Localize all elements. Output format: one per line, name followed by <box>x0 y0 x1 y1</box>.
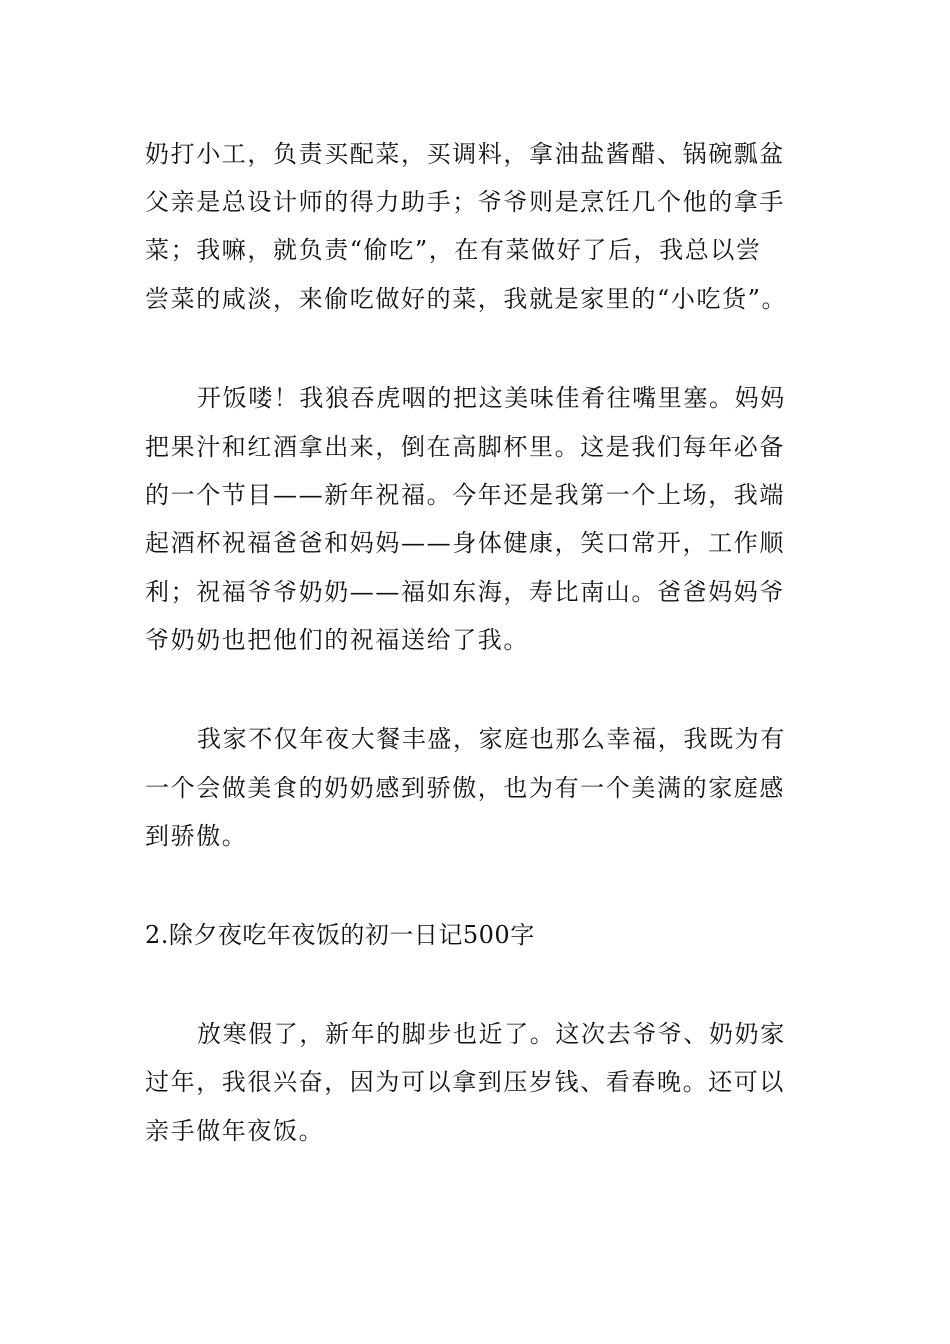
text-line: 放寒假了，新年的脚步也近了。这次去爷爷、奶奶家 <box>197 1020 786 1048</box>
section-heading: 2.除夕夜吃年夜饭的初一日记500字 <box>145 921 535 949</box>
text-line: 开饭喽！我狼吞虎咽的把这美味佳肴往嘴里塞。妈妈 <box>197 384 786 412</box>
text-line: 起酒杯祝福爸爸和妈妈——身体健康，笑口常开，工作顺 <box>145 529 785 557</box>
text-line: 利；祝福爷爷奶奶——福如东海，寿比南山。爸爸妈妈爷 <box>145 578 785 606</box>
text-line: 尝菜的咸淡，来偷吃做好的菜，我就是家里的“小吃货”。 <box>145 285 788 313</box>
text-line: 的一个节目——新年祝福。今年还是我第一个上场，我端 <box>145 481 785 509</box>
text-line: 到骄傲。 <box>145 822 248 850</box>
text-line: 爷奶奶也把他们的祝福送给了我。 <box>145 626 529 654</box>
text-line: 一个会做美食的奶奶感到骄傲，也为有一个美满的家庭感 <box>145 774 785 802</box>
text-line: 过年，我很兴奋，因为可以拿到压岁钱、看春晚。还可以 <box>145 1068 785 1096</box>
text-line: 把果汁和红酒拿出来，倒在高脚杯里。这是我们每年必备 <box>145 433 785 461</box>
text-line: 奶打小工，负责买配菜，买调料，拿油盐酱醋、锅碗瓢盆 <box>145 140 785 168</box>
text-line: 父亲是总设计师的得力助手；爷爷则是烹饪几个他的拿手 <box>145 188 785 216</box>
text-line: 我家不仅年夜大餐丰盛，家庭也那么幸福，我既为有 <box>197 725 786 753</box>
text-line: 亲手做年夜饭。 <box>145 1117 325 1145</box>
text-line: 菜；我嘛，就负责“偷吃”，在有菜做好了后，我总以尝 <box>145 236 762 264</box>
